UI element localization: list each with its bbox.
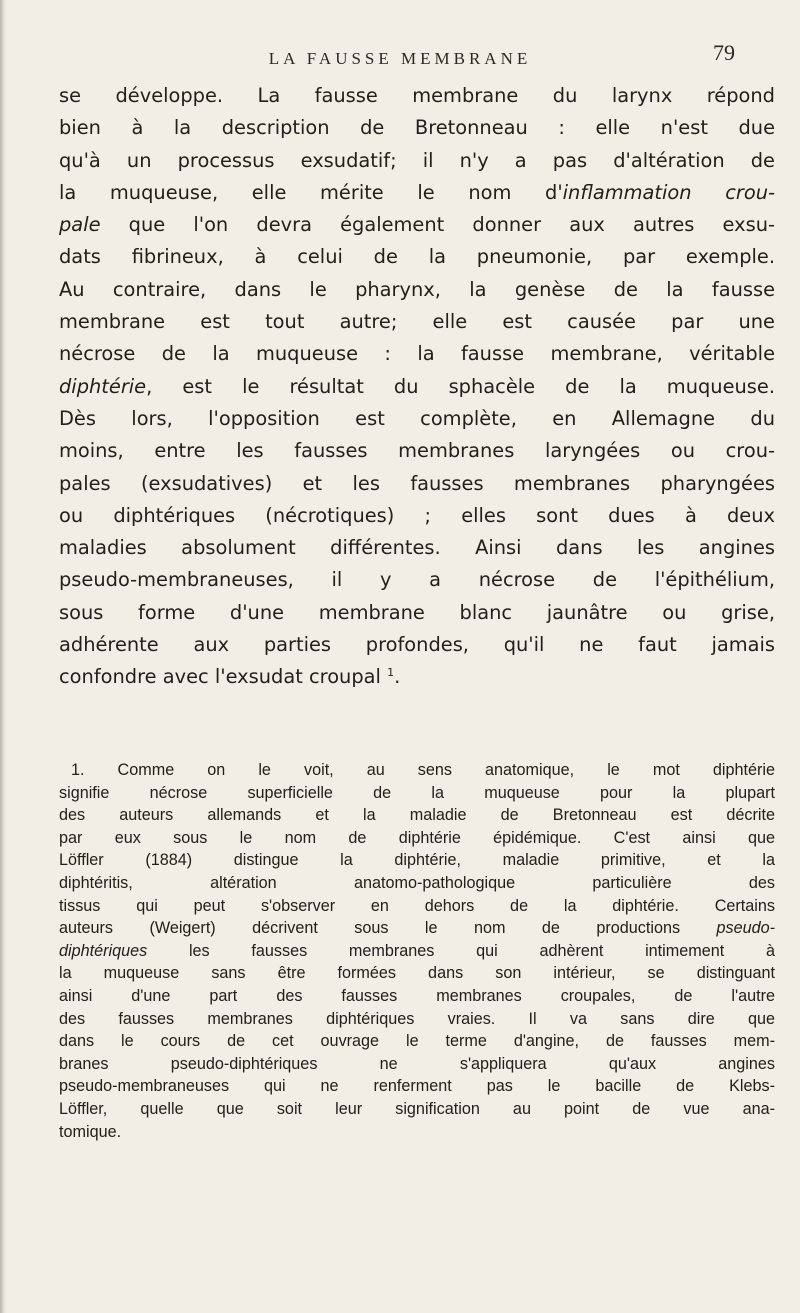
body-line: bien à la description de Bretonneau : elle n'est due (59, 116, 775, 140)
italic-term: diphtérie (59, 374, 147, 398)
body-line: Au contraire, dans le pharynx, la genèse de la fausse (59, 277, 775, 301)
body-line: sous forme d'une membrane blanc jaunâtre ou grise, (59, 600, 775, 624)
italic-term: pale (59, 213, 101, 237)
footnote-line: par eux sous le nom de diphtérie épidémique. C'est ainsi que (59, 828, 775, 847)
page-number: 79 (713, 40, 735, 65)
footnote-line: diphtériques les fausses membranes qui adhèrent intimement à (59, 941, 775, 960)
body-line: dats fibrineux, à celui de la pneumonie, par exemple. (59, 245, 775, 269)
footnote-line: pseudo-membraneuses qui ne renferment pas le bacille de Klebs- (59, 1077, 775, 1096)
running-title: LA FAUSSE MEMBRANE (268, 49, 532, 68)
body-line: maladies absolument différentes. Ainsi dans les angines (59, 536, 775, 560)
footnote-line: des fausses membranes diphtériques vraies. Il va sans dire que (59, 1009, 775, 1028)
footnote-line: des auteurs allemands et la maladie de Bretonneau est décrite (59, 806, 775, 825)
footnote-line: la muqueuse sans être formées dans son intérieur, se distinguant (59, 964, 775, 983)
body-line: pale que l'on devra également donner aux autres exsu- (59, 213, 775, 237)
footnote-line: tissus qui peut s'observer en dehors de la diphtérie. Certains (59, 896, 775, 915)
footnote-line: diphtéritis, altération anatomo-pathologique particulière des (59, 873, 775, 892)
footnote-line: ainsi d'une part des fausses membranes croupales, de l'autre (59, 986, 775, 1005)
body-line: nécrose de la muqueuse : la fausse membrane, véritable (59, 342, 775, 366)
page-edge (0, 0, 7, 1313)
footnote-line: 1. Comme on le voit, au sens anatomique, le mot diphtérie (71, 761, 775, 779)
body-line: adhérente aux parties profondes, qu'il ne faut jamais (59, 633, 775, 657)
body-line: Dès lors, l'opposition est complète, en Allemagne du (59, 406, 775, 430)
footnote-line: signifie nécrose superficielle de la muqueuse pour la plupart (59, 783, 775, 802)
body-line: pseudo-membraneuses, il y a nécrose de l'épithélium, (59, 568, 775, 592)
body-line: ou diphtériques (nécrotiques) ; elles sont dues à deux (59, 503, 775, 527)
footnote-line: Löffler, quelle que soit leur signification au point de vue ana- (59, 1099, 775, 1118)
footnote-line: tomique. (59, 1122, 122, 1141)
body-line: se développe. La fausse membrane du larynx répond (59, 84, 775, 107)
italic-term: diphtériques (59, 941, 148, 960)
running-head (0, 40, 800, 70)
footnote-line: dans le cours de cet ouvrage le terme d'angine, de fausses mem- (59, 1032, 775, 1051)
body-line: qu'à un processus exsudatif; il n'y a pas d'altération de (59, 148, 775, 172)
body-line: membrane est tout autre; elle est causée par une (59, 310, 775, 334)
italic-term: pseudo- (716, 919, 775, 938)
body-text (59, 80, 775, 694)
italic-term: inflammation crou- (562, 180, 775, 204)
footnote-line: auteurs (Weigert) décrivent sous le nom de productions pseudo- (59, 919, 775, 938)
body-line: la muqueuse, elle mérite le nom d'inflammation crou- (59, 180, 775, 204)
footnote-line: branes pseudo-diphtériques ne s'appliquera qu'aux angines (59, 1054, 775, 1073)
body-line: pales (exsudatives) et les fausses membranes pharyngées (59, 471, 775, 495)
footnote (59, 759, 775, 1143)
body-line: confondre avec l'exsudat croupal $^1$. (59, 665, 401, 689)
body-line: diphtérie, est le résultat du sphacèle de la muqueuse. (59, 374, 775, 398)
footnote-line: Löffler (1884) distingue la diphtérie, maladie primitive, et la (59, 851, 775, 870)
footnote-ref: 1 (387, 666, 395, 680)
body-line: moins, entre les fausses membranes laryngées ou crou- (59, 439, 775, 463)
